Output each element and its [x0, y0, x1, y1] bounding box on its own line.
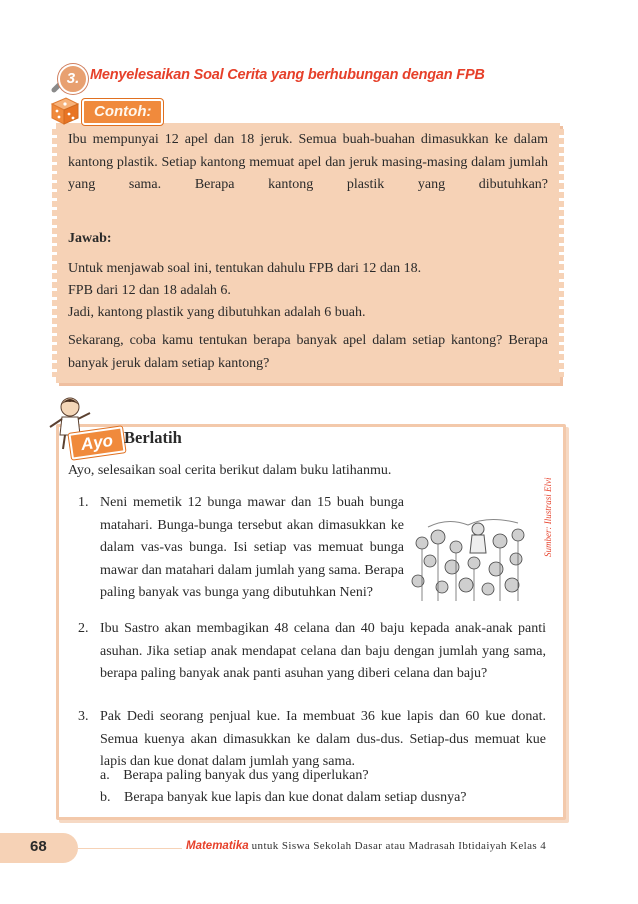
answer-line: Untuk menjawab soal ini, tentukan dahulu FPB dari 12 dan 18.: [68, 261, 422, 276]
footer-divider: [78, 848, 182, 849]
section-number: 3.: [58, 64, 88, 94]
answer-line: Jadi, kantong plastik yang dibutuhkan adalah 6 buah.: [68, 305, 366, 320]
footer-subtitle: untuk Siswa Sekolah Dasar atau Madrasah Ibtidaiyah Kelas 4: [251, 840, 547, 852]
flower-garden-illustration: [408, 497, 534, 601]
practice-title: Berlatih: [124, 428, 182, 447]
list-item: [78, 618, 546, 710]
example-box: [56, 123, 560, 383]
answer-line: FPB dari 12 dan 18 adalah 6.: [68, 283, 231, 298]
sub-item: [100, 787, 467, 810]
example-problem: Ibu mempunyai 12 apel dan 18 jeruk. Semua buah-buahan dimasukkan ke dalam kantong plastik. Setiap kantong memuat apel dan jeruk masing-masing dalam jumlah yang sama. Berapa kantong plastik yang dibutuhkan?: [68, 132, 548, 192]
item-text: Pak Dedi seorang penjual kue. Ia membuat 36 kue lapis dan 60 kue donat. Semua kuenya akan dimasukkan ke dalam dus-dus. Setiap-dus memuat kue lapis dan kue donat dalam jumlah yang sama.: [100, 709, 546, 769]
example-label-text: Contoh:: [82, 99, 163, 125]
sub-item-text: Berapa paling banyak dus yang diperlukan?: [123, 768, 369, 783]
answer-heading: Jawab:: [68, 231, 112, 246]
sub-item-label: b.: [100, 790, 111, 805]
item-number: 1.: [78, 495, 89, 510]
page-number: 68: [30, 838, 47, 855]
footer-brand: Matematika: [186, 840, 249, 852]
item-text: Neni memetik 12 bunga mawar dan 15 buah bunga matahari. Bunga-bunga tersebut akan dimasukkan ke dalam vas-vas bunga. Isi setiap vas memuat bunga mawar dan matahari dalam jumlah yang sama. Berapa paling banyak vas bunga yang dibutuhkan Neni?: [100, 495, 404, 600]
sub-item-text: Berapa banyak kue lapis dan kue donat dalam setiap dusnya?: [124, 790, 467, 805]
item-number: 2.: [78, 621, 89, 636]
example-followup: Sekarang, coba kamu tentukan berapa banyak apel dalam setiap kantong? Berapa banyak jeruk dalam setiap kantong?: [68, 333, 548, 371]
item-text: Ibu Sastro akan membagikan 48 celana dan 40 baju kepada anak-anak panti asuhan. Jika setiap anak mendapat celana dan baju dengan jumlah yang sama, berapa paling banyak anak panti asuhan yang diberi celana dan baju?: [100, 621, 546, 681]
practice-intro: Ayo, selesaikan soal cerita berikut dalam buku latihanmu.: [68, 463, 392, 478]
list-item: [78, 492, 404, 618]
item-number: 3.: [78, 709, 89, 724]
footer-caption: [186, 840, 546, 852]
section-title: Menyelesaikan Soal Cerita yang berhubungan dengan FPB: [90, 67, 485, 83]
practice-badge: Ayo: [68, 426, 125, 459]
sub-item: [100, 765, 369, 788]
example-label: [48, 92, 178, 126]
sub-item-label: a.: [100, 768, 110, 783]
image-credit: Sumber: Ilustrasi Elvi: [543, 478, 553, 558]
